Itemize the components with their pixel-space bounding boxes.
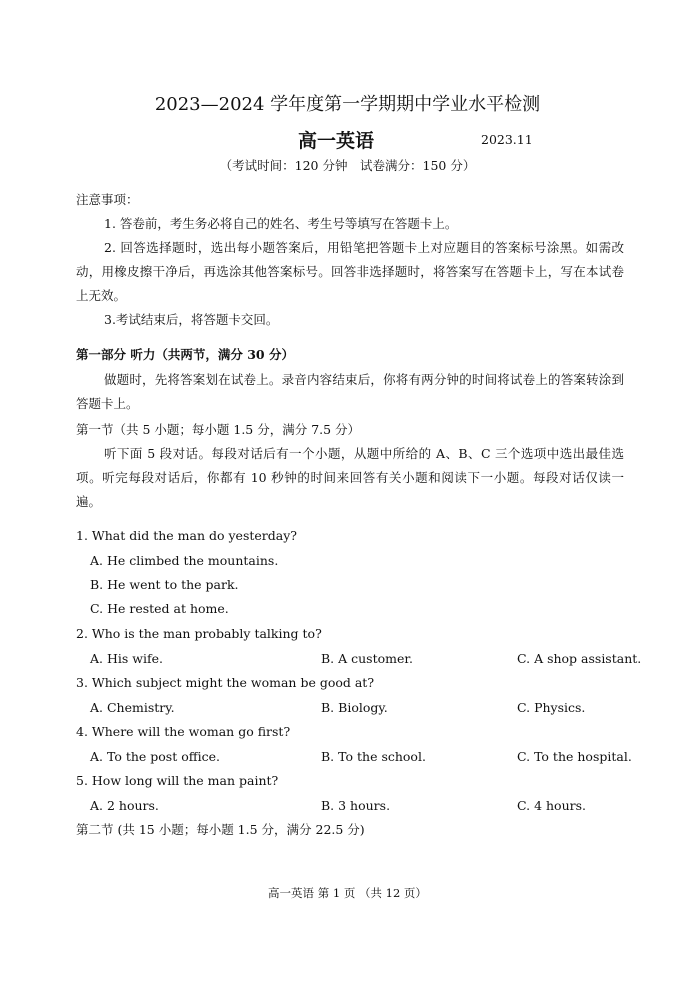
question-5-option-a: A. 2 hours. xyxy=(90,798,159,813)
question-3-option-a: A. Chemistry. xyxy=(90,700,175,715)
question-1-stem: 1. What did the man do yesterday? xyxy=(76,528,297,543)
page-footer: 高一英语 第 1 页 （共 12 页） xyxy=(268,886,427,900)
part1-heading: 第一部分 听力（共两节，满分 30 分） xyxy=(76,347,294,362)
question-4-stem: 4. Where will the woman go first? xyxy=(76,724,291,739)
question-4-option-a: A. To the post office. xyxy=(90,749,220,764)
notice-item-3: 3.考试结束后，将答题卡交回。 xyxy=(104,312,279,327)
question-5-stem: 5. How long will the man paint? xyxy=(76,773,279,788)
question-3-option-b: B. Biology. xyxy=(321,700,388,715)
section1-instructions: 听下面 5 段对话。每段对话后有一个小题，从题中所给的 A、B、C 三个选项中选出最佳选项。听完每段对话后，你都有 10 秒钟的时间来回答有关小题和阅读下一小题。每段对话仅读一遍。 xyxy=(76,446,624,509)
question-1-option-b: B. He went to the park. xyxy=(90,577,239,592)
part1-intro: 做题时，先将答案划在试卷上。录音内容结束后，你将有两分钟的时间将试卷上的答案转涂到答题卡上。 xyxy=(76,372,624,411)
section2-heading: 第二节 (共 15 小题；每小题 1.5 分，满分 22.5 分) xyxy=(76,822,365,837)
question-2-option-c: C. A shop assistant. xyxy=(517,651,642,666)
subject-title: 高一英语 xyxy=(298,130,375,152)
exam-date: 2023.11 xyxy=(481,132,533,147)
question-2-option-b: B. A customer. xyxy=(321,651,413,666)
notice-item-2: 2. 回答选择题时，选出每小题答案后，用铅笔把答题卡上对应题目的答案标号涂黑。如需改动，用橡皮擦干净后，再选涂其他答案标号。回答非选择题时，将答案写在答题卡上，写在本试卷上无效。 xyxy=(76,240,624,303)
section1-heading: 第一节（共 5 小题；每小题 1.5 分，满分 7.5 分） xyxy=(76,422,361,437)
question-5-option-c: C. 4 hours. xyxy=(517,798,586,813)
exam-title: 2023—2024 学年度第一学期期中学业水平检测 xyxy=(154,94,541,115)
question-2-option-a: A. His wife. xyxy=(90,651,163,666)
notice-item-1: 1. 答卷前，考生务必将自己的姓名、考生号等填写在答题卡上。 xyxy=(104,216,458,231)
question-4-option-c: C. To the hospital. xyxy=(517,749,632,764)
question-3-option-c: C. Physics. xyxy=(517,700,586,715)
question-5-option-b: B. 3 hours. xyxy=(321,798,391,813)
exam-meta: （考试时间：120 分钟 试卷满分：150 分） xyxy=(219,158,476,173)
question-3-stem: 3. Which subject might the woman be good at? xyxy=(76,675,375,690)
question-1-option-a: A. He climbed the mountains. xyxy=(90,553,279,568)
notice-heading: 注意事项： xyxy=(76,192,139,207)
question-4-option-b: B. To the school. xyxy=(321,749,426,764)
question-1-option-c: C. He rested at home. xyxy=(90,601,229,616)
question-2-stem: 2. Who is the man probably talking to? xyxy=(76,626,322,641)
